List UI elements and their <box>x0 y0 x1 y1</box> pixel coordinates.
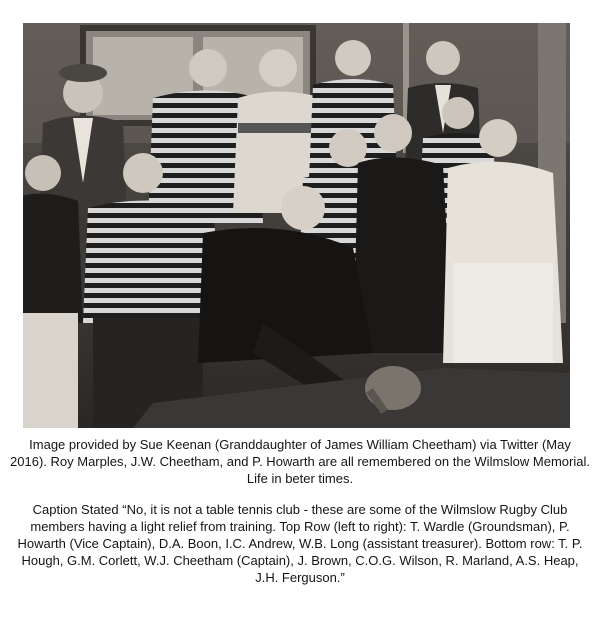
team-photo <box>23 23 570 428</box>
photo-caption <box>10 436 590 586</box>
caption-original-text: Caption Stated “No, it is not a table tennis club - these are some of the Wilmslow Rugby Club members having a light relief from training. Top Row (left to right): T. Wardle (Groundsman), P. Howarth (Vice Captain), D.A. Boon, I.C. Andrew, W.B. Long (assistant treasurer). Bottom row: T. P. Hough, G.M. Corlett, W.J. Cheetham (Captain), J. Brown, C.O.G. Wilson, R. Marland, A.S. Heap, J.H. Ferguson.” <box>17 502 583 585</box>
caption-provenance-text: Image provided by Sue Keenan (Granddaughter of James William Cheetham) via Twitter (May 2016). Roy Marples, J.W. Cheetham, and P. Howarth are all remembered on the Wilmslow Memorial. Life in beter times. <box>10 437 590 486</box>
table-tennis-paddle <box>365 366 421 410</box>
